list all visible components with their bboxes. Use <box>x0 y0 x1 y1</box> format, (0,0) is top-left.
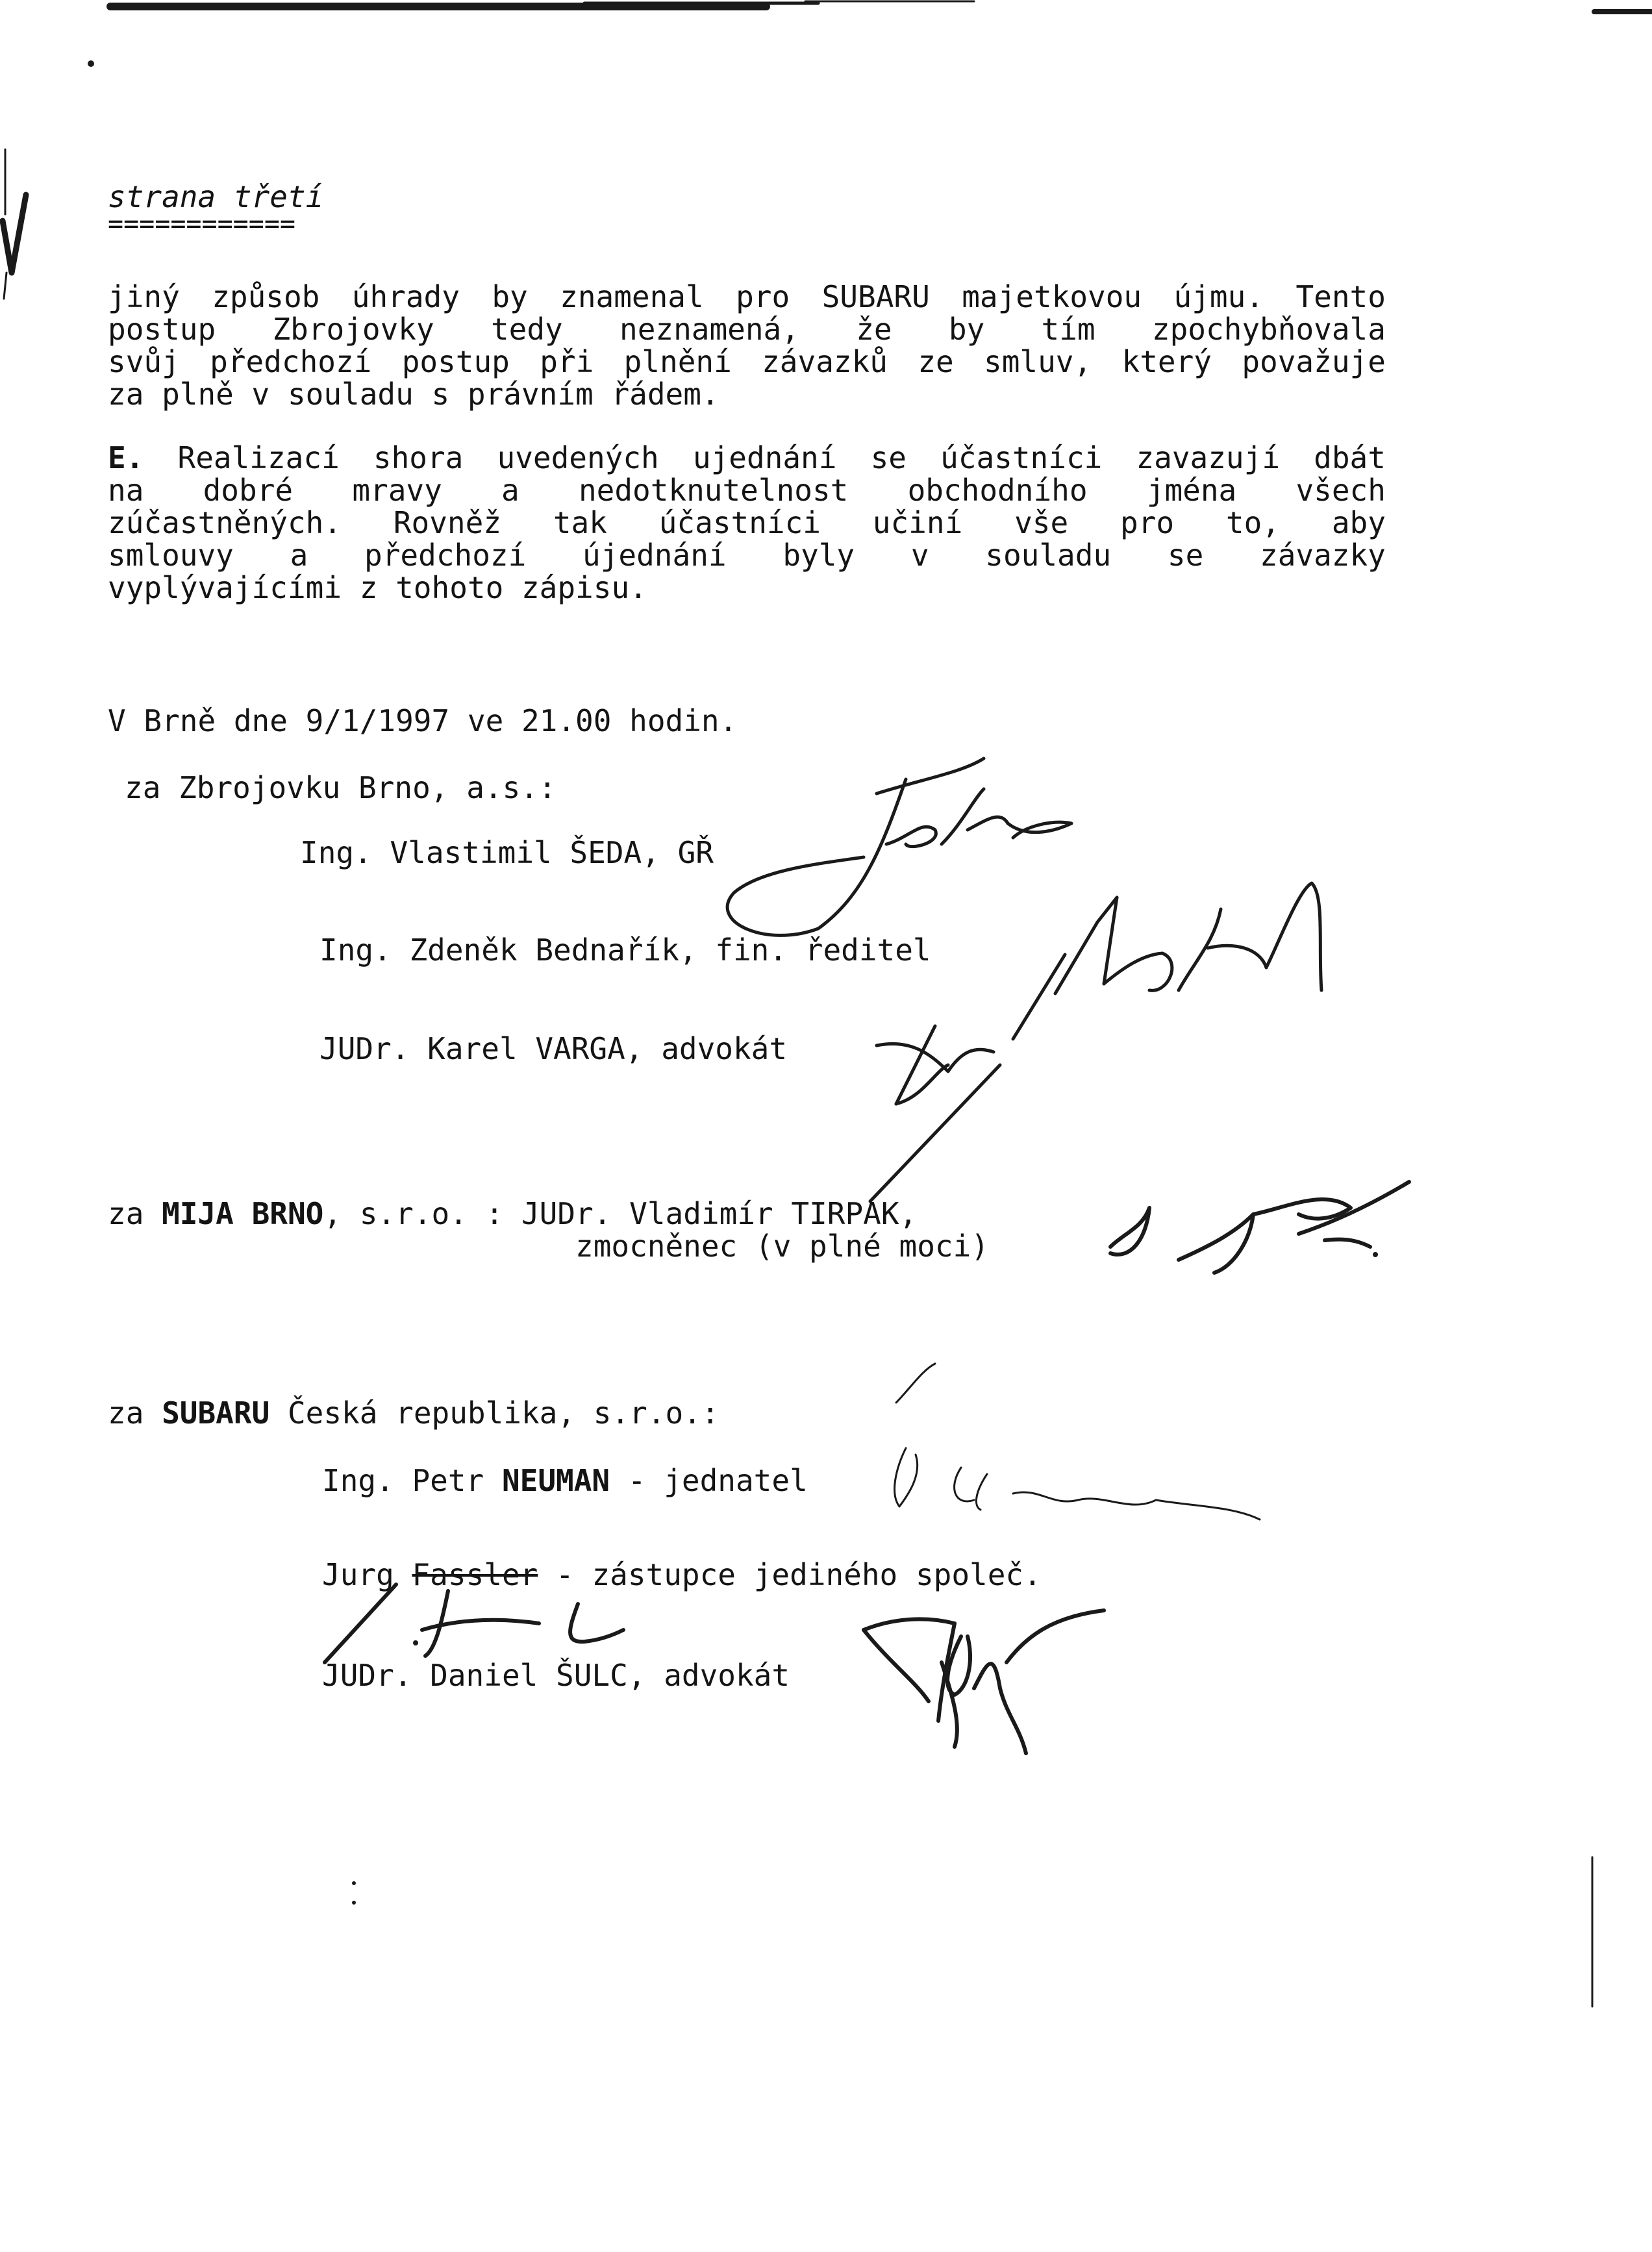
place-date: V Brně dne 9/1/1997 ve 21.00 hodin. <box>108 703 738 738</box>
signature-bednarik <box>1013 883 1321 1039</box>
word: závazky <box>1260 538 1386 573</box>
word: Zbrojovky <box>272 312 434 347</box>
signatory-sulc: JUDr. Daniel ŠULC, advokát <box>322 1658 790 1693</box>
page-title: strana třetí <box>108 179 324 214</box>
word: ze <box>918 344 954 379</box>
word: by <box>492 279 528 314</box>
word: tedy <box>490 312 563 347</box>
signatory-varga: JUDr. Karel VARGA, advokát <box>319 1031 788 1066</box>
zbrojovka-heading: za Zbrojovku Brno, a.s.: <box>125 770 557 805</box>
word: zúčastněných. <box>108 505 342 540</box>
word: tím <box>1041 312 1095 347</box>
word: svůj <box>108 344 180 379</box>
signature-varga <box>870 1026 1000 1201</box>
word: a <box>501 473 519 508</box>
signature-tirpak <box>1110 1182 1409 1273</box>
word: tak <box>553 505 607 540</box>
word: pro <box>736 279 790 314</box>
name-text: Jurg <box>322 1557 412 1592</box>
word: jména <box>1146 473 1237 508</box>
heading-text: za <box>108 1196 162 1231</box>
heading-text: , s.r.o. : JUDr. Vladimír TIRPAK, <box>323 1196 918 1231</box>
word: obchodního <box>907 473 1088 508</box>
word: vše <box>1014 505 1069 540</box>
word: újmu. <box>1173 279 1264 314</box>
word: plnění <box>623 344 732 379</box>
word: všech <box>1295 473 1386 508</box>
word: předchozí <box>364 538 527 573</box>
word: závazků <box>762 344 888 379</box>
word: smluv, <box>984 344 1092 379</box>
word: újednání <box>582 538 727 573</box>
word: by <box>948 312 985 347</box>
word: účastníci <box>940 440 1103 475</box>
word: že <box>856 312 892 347</box>
word: nedotknutelnost <box>578 473 849 508</box>
word: neznamená, <box>620 312 799 347</box>
word: úhrady <box>351 279 460 314</box>
word: v <box>910 538 929 573</box>
word: uvedených <box>497 440 659 475</box>
word: Tento <box>1295 279 1386 314</box>
section-label-e: E. <box>108 440 144 475</box>
word: při <box>540 344 594 379</box>
word: dobré <box>203 473 294 508</box>
word: se <box>870 440 907 475</box>
word: na <box>108 473 144 508</box>
word: souladu <box>985 538 1112 573</box>
signature-sulc <box>864 1610 1104 1753</box>
word: byly <box>782 538 855 573</box>
word: předchozí <box>210 344 372 379</box>
word: účastníci <box>658 505 821 540</box>
word: to, <box>1225 505 1280 540</box>
word: majetkovou <box>962 279 1142 314</box>
title-underline: ============ <box>108 209 295 239</box>
name-text: Ing. Petr <box>322 1463 502 1498</box>
word: postup <box>401 344 510 379</box>
company-name: MIJA BRNO <box>162 1196 324 1231</box>
word: mravy <box>352 473 442 508</box>
word: postup <box>108 312 216 347</box>
word: a <box>290 538 308 573</box>
word: způsob <box>212 279 320 314</box>
word: dbát <box>1314 440 1386 475</box>
company-name: SUBARU <box>162 1395 270 1431</box>
word: zavazují <box>1136 440 1281 475</box>
word: shora <box>373 440 464 475</box>
word: Realizací <box>177 440 340 475</box>
word: učiní <box>872 505 963 540</box>
word: jiný <box>108 279 180 314</box>
word: znamenal <box>560 279 704 314</box>
paragraph-line: za plně v souladu s právním řádem. <box>108 377 720 412</box>
signatory-bednarik: Ing. Zdeněk Bednařík, fin. ředitel <box>319 932 931 968</box>
word: Rovněž <box>393 505 502 540</box>
role-text: - jednatel <box>610 1463 808 1498</box>
word: který <box>1121 344 1212 379</box>
signature-seda <box>727 758 1071 935</box>
surname: NEUMAN <box>501 1463 610 1498</box>
word: se <box>1167 538 1204 573</box>
heading-text: Česká republika, s.r.o.: <box>269 1395 720 1431</box>
signature-neuman <box>895 1364 1260 1520</box>
word: SUBARU <box>821 279 930 314</box>
word: aby <box>1331 505 1386 540</box>
word: smlouvy <box>108 538 234 573</box>
paragraph-line: vyplývajícími z tohoto zápisu. <box>108 570 647 605</box>
word: považuje <box>1242 344 1386 379</box>
word: zpochybňovala <box>1151 312 1386 347</box>
role-text: - zástupce jediného společ. <box>538 1557 1042 1592</box>
signatory-seda: Ing. Vlastimil ŠEDA, GŘ <box>300 835 714 870</box>
signature-fassler <box>325 1584 623 1662</box>
mija-role: zmocněnec (v plné moci) <box>575 1229 989 1264</box>
struck-surname: Fassler <box>412 1557 538 1592</box>
heading-text: za <box>108 1395 162 1431</box>
word: ujednání <box>692 440 837 475</box>
word: pro <box>1120 505 1175 540</box>
